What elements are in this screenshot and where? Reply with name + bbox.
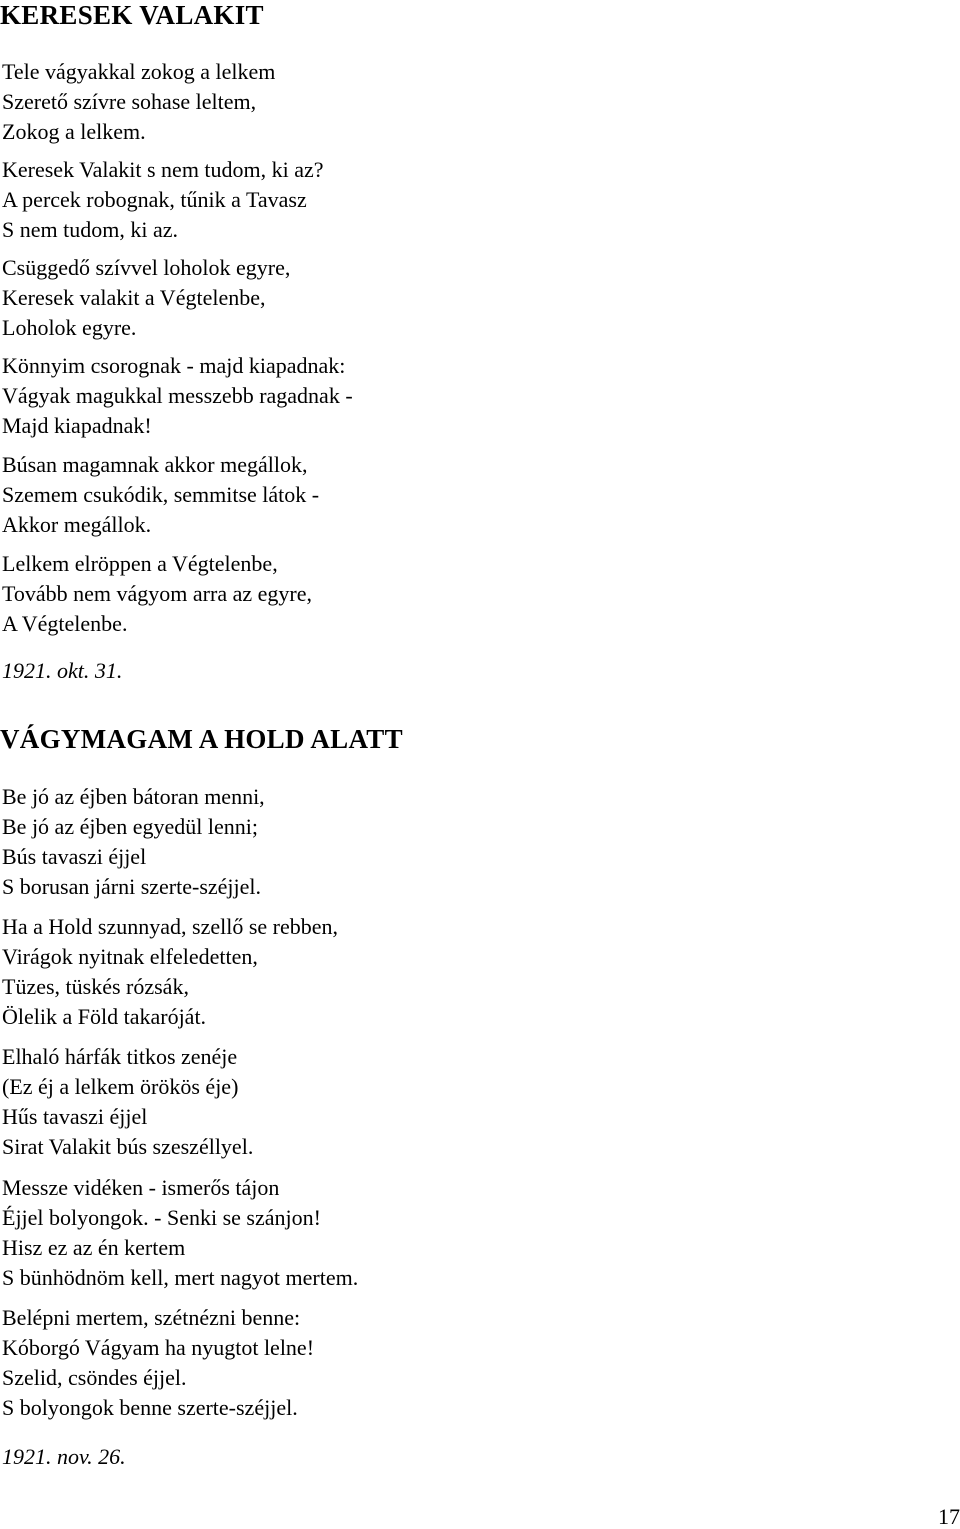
poem-line: Szemem csukódik, semmitse látok - (2, 482, 320, 507)
poem2-stanza-2 (2, 912, 338, 1032)
poem-line: Bús tavaszi éjjel (2, 844, 147, 869)
poem1-date: 1921. okt. 31. (2, 658, 123, 683)
poem2-stanza-1 (2, 782, 265, 902)
poem2-stanza-4 (2, 1173, 358, 1293)
poem-line: Keresek valakit a Végtelenbe, (2, 285, 266, 310)
poem-line: S borusan járni szerte-széjjel. (2, 874, 262, 899)
poem-line: Csüggedő szívvel loholok egyre, (2, 255, 291, 280)
poem-title-vagymagam-a-hold-alatt: VÁGYMAGAM A HOLD ALATT (0, 724, 403, 754)
poem1-stanza-4 (2, 351, 353, 441)
poem-line: Kóborgó Vágyam ha nyugtot lelne! (2, 1335, 315, 1360)
poem-line: S nem tudom, ki az. (2, 217, 178, 242)
poem1-stanza-3 (2, 253, 290, 343)
poem1-stanza-5 (2, 450, 319, 540)
poem2-stanza-5 (2, 1303, 314, 1423)
poem-line: A percek robognak, tűnik a Tavasz (2, 187, 307, 212)
poem-line: A Végtelenbe. (2, 611, 128, 636)
poem-line: Be jó az éjben bátoran menni, (2, 784, 265, 809)
poem-line: Búsan magamnak akkor megállok, (2, 452, 308, 477)
poem-line: Tovább nem vágyom arra az egyre, (2, 581, 312, 606)
poem-line: Belépni mertem, szétnézni benne: (2, 1305, 301, 1330)
poem-line: Be jó az éjben egyedül lenni; (2, 814, 258, 839)
poem-line: Majd kiapadnak! (2, 413, 152, 438)
poem-line: Elhaló hárfák titkos zenéje (2, 1044, 238, 1069)
poem1-stanza-1 (2, 57, 275, 147)
poem-line: Éjjel bolyongok. - Senki se szánjon! (2, 1205, 321, 1230)
poem1-stanza-2 (2, 155, 324, 245)
poem-title-keresek-valakit: KERESEK VALAKIT (0, 0, 264, 30)
poem-line: Zokog a lelkem. (2, 119, 146, 144)
poem-line: Hűs tavaszi éjjel (2, 1104, 148, 1129)
poem-line: Szelid, csöndes éjjel. (2, 1365, 187, 1390)
poem-line: Ölelik a Föld takaróját. (2, 1004, 207, 1029)
poem-line: (Ez éj a lelkem örökös éje) (2, 1074, 239, 1099)
poem2-date: 1921. nov. 26. (2, 1444, 126, 1469)
poem-line: Akkor megállok. (2, 512, 152, 537)
page-number: 17 (938, 1504, 960, 1529)
poem1-stanza-6 (2, 549, 312, 639)
poem-line: Vágyak magukkal messzebb ragadnak - (2, 383, 353, 408)
poem-line: Könnyim csorognak - majd kiapadnak: (2, 353, 346, 378)
poem-line: Ha a Hold szunnyad, szellő se rebben, (2, 914, 339, 939)
poem-line: Messze vidéken - ismerős tájon (2, 1175, 280, 1200)
poem-line: Virágok nyitnak elfeledetten, (2, 944, 258, 969)
poem-line: Szerető szívre sohase leltem, (2, 89, 257, 114)
poem-line: Tele vágyakkal zokog a lelkem (2, 59, 276, 84)
poem-line: S bünhödnöm kell, mert nagyot mertem. (2, 1265, 359, 1290)
poem-line: Tüzes, tüskés rózsák, (2, 974, 189, 999)
poem-line: Lelkem elröppen a Végtelenbe, (2, 551, 278, 576)
poem-line: Keresek Valakit s nem tudom, ki az? (2, 157, 324, 182)
poem-line: Sirat Valakit bús szeszéllyel. (2, 1134, 254, 1159)
poem-line: Hisz ez az én kertem (2, 1235, 186, 1260)
poem-line: S bolyongok benne szerte-széjjel. (2, 1395, 298, 1420)
poem-line: Loholok egyre. (2, 315, 137, 340)
poem2-stanza-3 (2, 1042, 253, 1162)
